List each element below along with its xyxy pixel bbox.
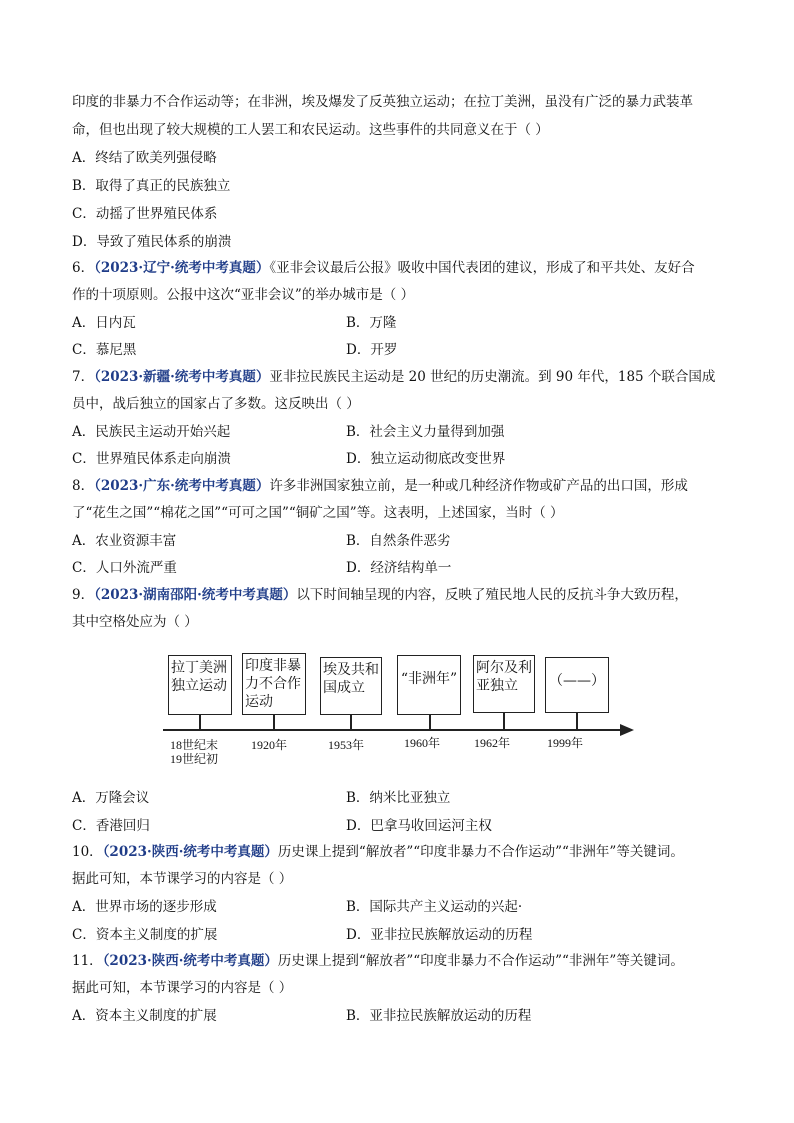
timeline-year: 1953年 (328, 738, 365, 752)
timeline-year: 1962年 (474, 736, 511, 750)
option-d: D．开罗 (346, 342, 398, 358)
option-c: C．动摇了世界殖民体系 (72, 206, 218, 222)
question-10-stem (72, 842, 732, 862)
timeline-event: “非洲年” (397, 655, 461, 715)
question-text: 历史课上提到“解放者”“印度非暴力不合作运动”“非洲年”等关键词。 (277, 953, 684, 969)
question-source: （2023·陕西·统考中考真题） (102, 844, 278, 860)
question-source: （2023·广东·统考中考真题） (94, 478, 270, 494)
question-text: 命，但也出现了较大规模的工人罢工和农民运动。这些事件的共同意义在于（ ） (72, 122, 549, 138)
option-b: B．纳米比亚独立 (346, 790, 451, 806)
question-8-stem (72, 476, 732, 496)
question-7-stem (72, 367, 732, 387)
question-number: 11． (72, 953, 103, 969)
timeline-tick (199, 715, 201, 730)
option-b: B．取得了真正的民族独立 (72, 178, 231, 194)
question-6-stem (72, 258, 732, 278)
question-text: 《亚非会议最后公报》吸收中国代表团的建议，形成了和平共处、友好合 (269, 260, 695, 276)
timeline-tick (350, 715, 352, 730)
option-a: A．终结了欧美列强侵略 (72, 150, 217, 166)
option-b: B．亚非拉民族解放运动的历程 (346, 1008, 532, 1024)
timeline-tick (273, 715, 275, 730)
option-b: B．自然条件恶劣 (346, 533, 451, 549)
timeline-event: 印度非暴 力不合作 运动 (242, 653, 306, 715)
option-b: B．国际共产主义运动的兴起· (346, 899, 523, 915)
question-source: （2023·陕西·统考中考真题） (102, 953, 278, 969)
question-text: 历史课上提到“解放者”“印度非暴力不合作运动”“非洲年”等关键词。 (277, 844, 684, 860)
question-9-stem (72, 585, 732, 605)
question-text: 以下时间轴呈现的内容，反映了殖民地人民的反抗斗争大致历程， (296, 587, 688, 603)
timeline-blank-event: （——） (545, 657, 609, 713)
question-11-stem (72, 951, 732, 971)
timeline-year: 1920年 (251, 738, 288, 752)
timeline-event: 阿尔及利 亚独立 (473, 655, 535, 713)
question-number: 9． (72, 587, 95, 603)
question-number: 7． (72, 369, 95, 385)
question-text: 据此可知，本节课学习的内容是（ ） (72, 871, 293, 887)
timeline-year: 1960年 (404, 736, 441, 750)
option-c: C．资本主义制度的扩展 (72, 927, 218, 943)
question-text: 了“花生之国”“棉花之国”“可可之国”“铜矿之国”等。这表明，上述国家，当时（ ） (72, 505, 564, 521)
timeline-tick (503, 713, 505, 730)
option-a: A．资本主义制度的扩展 (72, 1008, 217, 1024)
timeline-arrow-icon (620, 724, 634, 736)
option-a: A．民族民主运动开始兴起 (72, 424, 231, 440)
question-text: 员中，战后独立的国家占了多数。这反映出（ ） (72, 396, 360, 412)
timeline-event: 埃及共和 国成立 (320, 657, 382, 715)
question-text: 亚非拉民族民主运动是 20 世纪的历史潮流。到 90 年代，185 个联合国成 (269, 369, 716, 385)
question-text: 据此可知，本节课学习的内容是（ ） (72, 980, 293, 996)
question-source: （2023·辽宁·统考中考真题） (94, 260, 270, 276)
question-text: 许多非洲国家独立前，是一种或几种经济作物或矿产品的出口国，形成 (269, 478, 688, 494)
question-text: 其中空格处应为（ ） (72, 614, 198, 630)
option-c: C．香港回归 (72, 818, 150, 834)
timeline-event: 拉丁美洲 独立运动 (168, 655, 232, 715)
timeline-tick (429, 715, 431, 730)
option-c: C．世界殖民体系走向崩溃 (72, 451, 231, 467)
question-number: 10． (72, 844, 103, 860)
timeline-tick (576, 713, 578, 730)
option-d: D．亚非拉民族解放运动的历程 (346, 927, 533, 943)
option-d: D．巴拿马收回运河主权 (346, 818, 492, 834)
question-text: 作的十项原则。公报中这次“亚非会议”的举办城市是（ ） (72, 287, 415, 303)
option-b: B．万隆 (346, 315, 397, 331)
option-a: A．农业资源丰富 (72, 533, 177, 549)
option-d: D．经济结构单一 (346, 560, 452, 576)
timeline-year: 18世纪末 19世纪初 (170, 738, 219, 766)
option-a: A．万隆会议 (72, 790, 150, 806)
question-text: 印度的非暴力不合作运动等；在非洲，埃及爆发了反英独立运动；在拉丁美洲，虽没有广泛的暴力武装革 (72, 94, 693, 110)
question-number: 6． (72, 260, 95, 276)
option-c: C．人口外流严重 (72, 560, 177, 576)
option-c: C．慕尼黑 (72, 342, 137, 358)
option-d: D．导致了殖民体系的崩溃 (72, 234, 232, 250)
timeline-year: 1999年 (547, 736, 584, 750)
option-d: D．独立运动彻底改变世界 (346, 451, 506, 467)
question-number: 8． (72, 478, 95, 494)
option-a: A．世界市场的逐步形成 (72, 899, 217, 915)
question-source: （2023·新疆·统考中考真题） (94, 369, 270, 385)
timeline-axis (163, 729, 623, 731)
option-b: B．社会主义力量得到加强 (346, 424, 505, 440)
option-a: A．日内瓦 (72, 315, 136, 331)
question-source: （2023·湖南邵阳·统考中考真题） (94, 587, 297, 603)
